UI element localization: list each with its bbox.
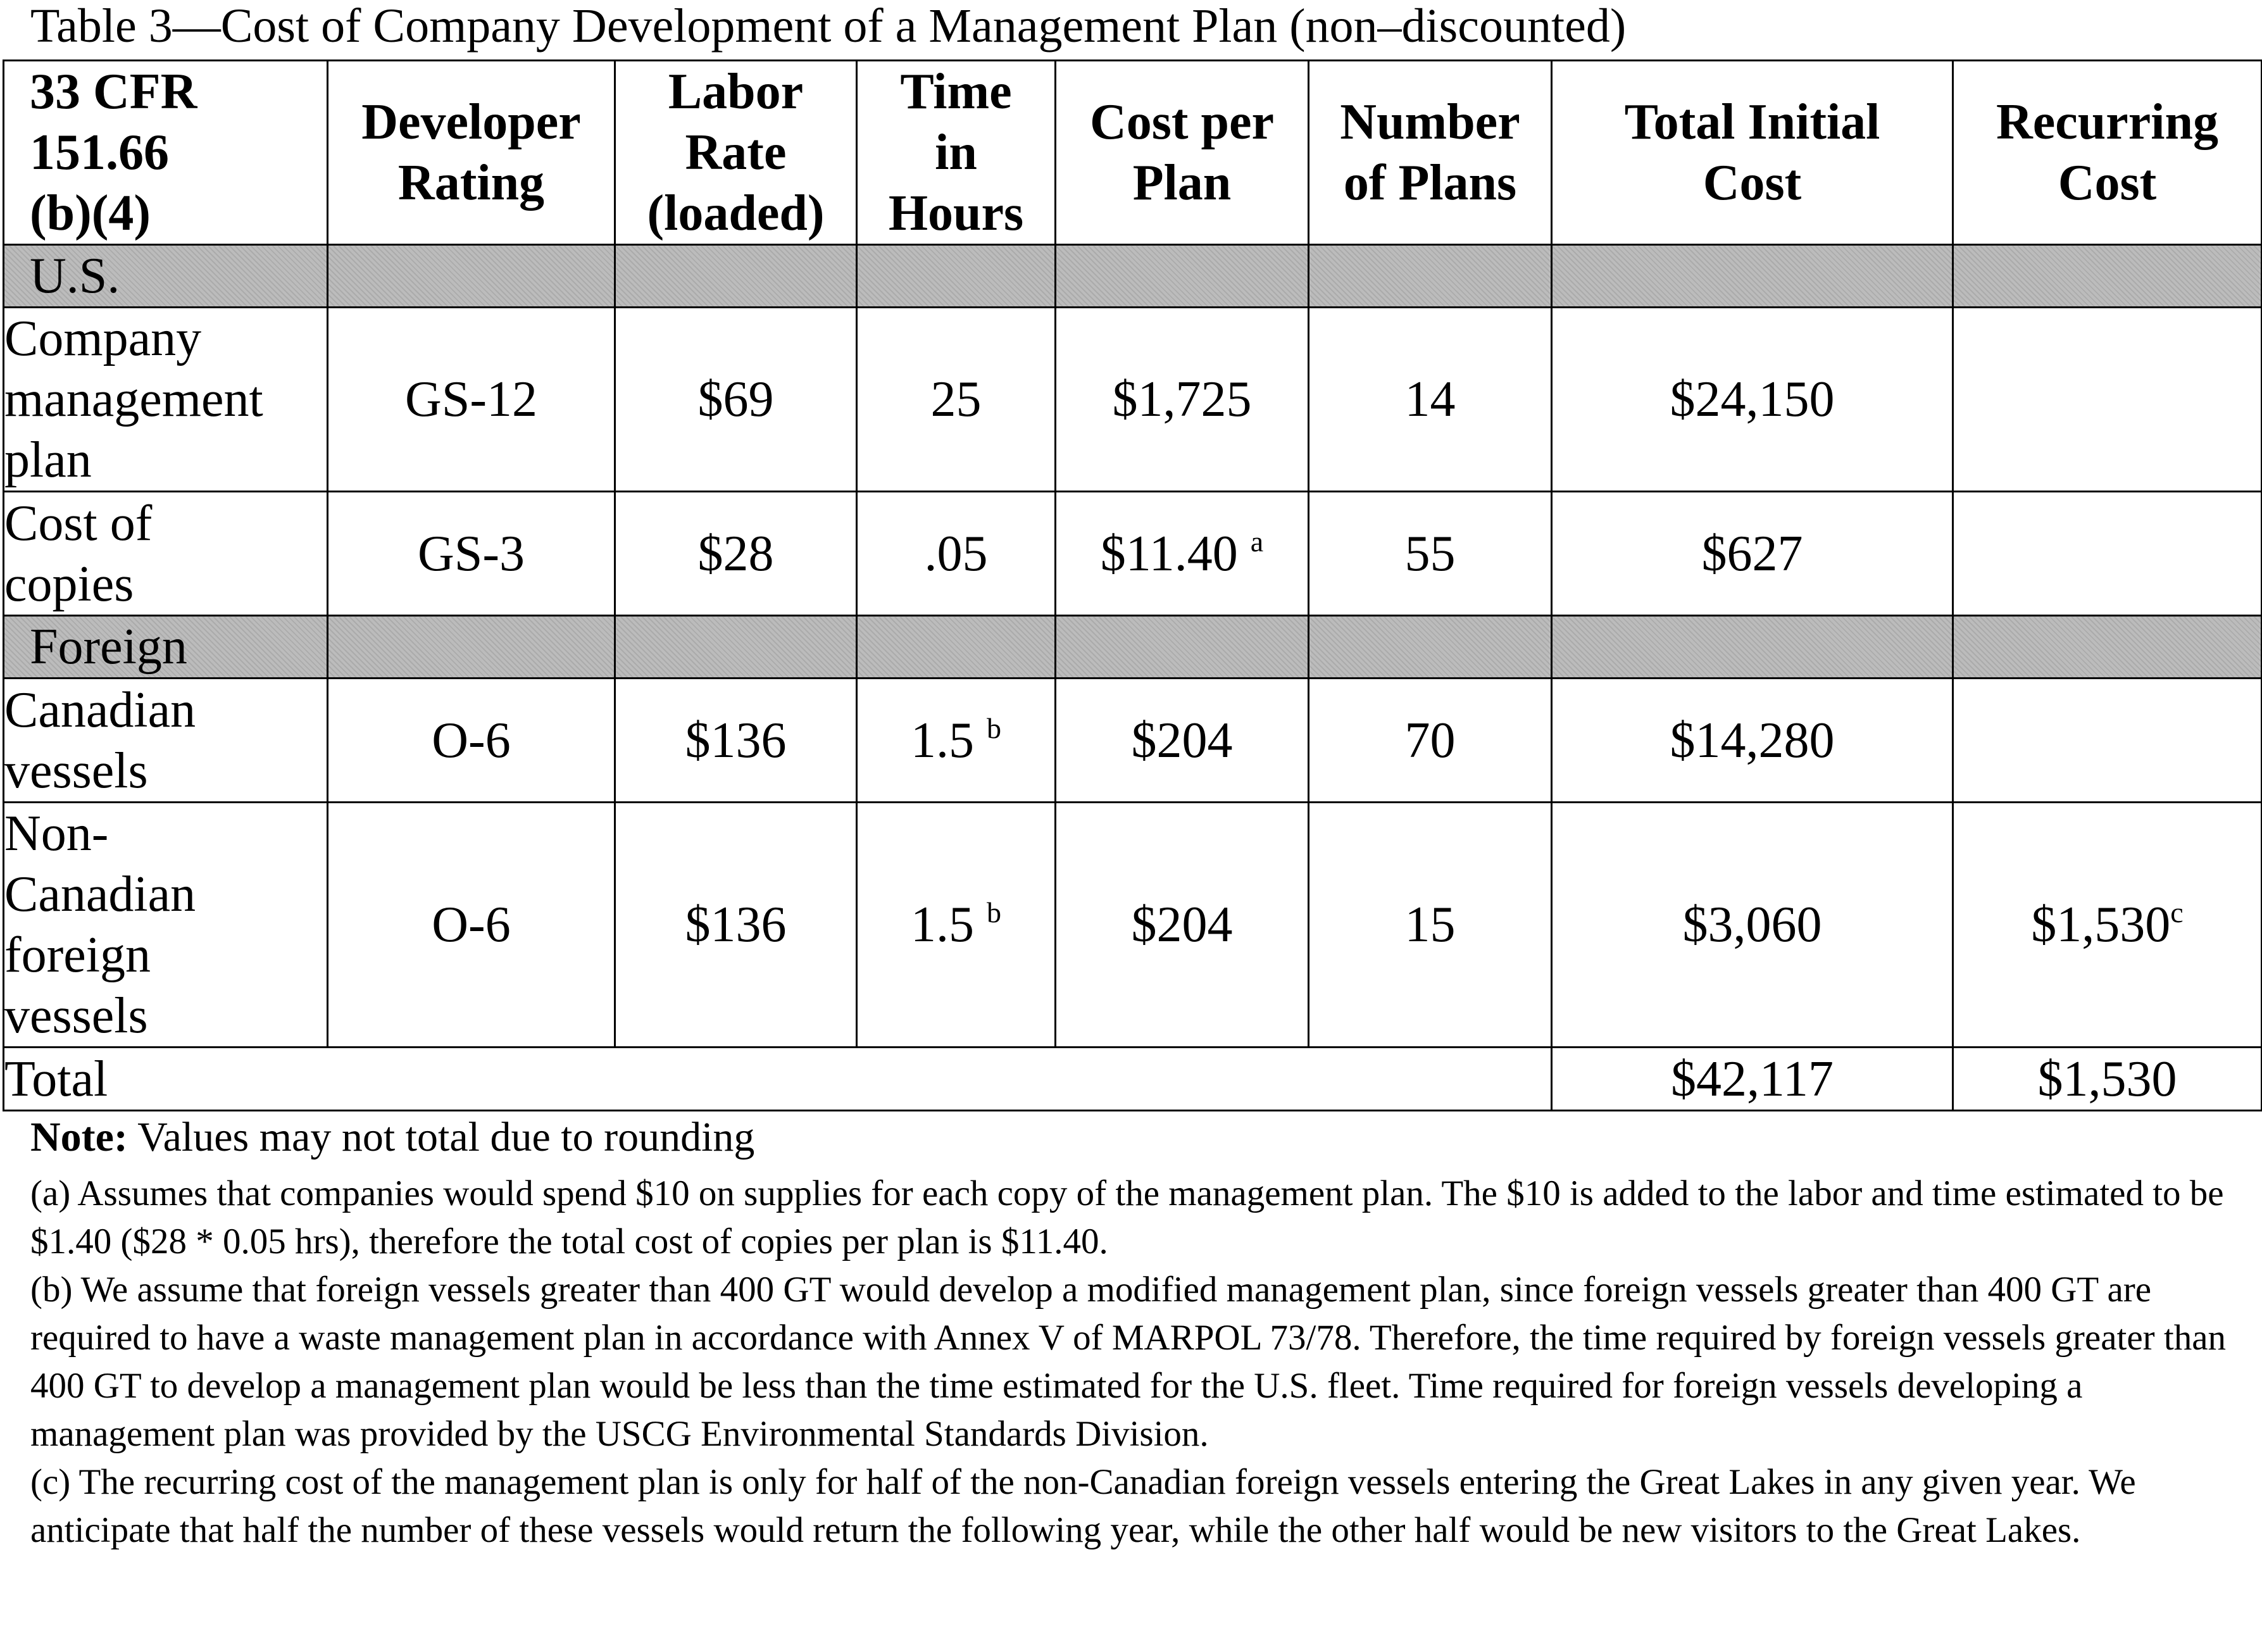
header-developer-rating (328, 61, 615, 245)
section-cell (1953, 245, 2262, 308)
developer-rating-cell: O-6 (328, 679, 615, 803)
header-line: of Plans (1343, 155, 1517, 211)
total-initial-cost-cell: $24,150 (1552, 308, 1953, 492)
row-label-line: plan (4, 432, 92, 488)
total-label: Total (4, 1048, 1552, 1111)
header-line: Cost (1703, 155, 1802, 211)
note-text: Values may not total due to rounding (127, 1114, 755, 1160)
section-row-foreign (4, 616, 2262, 679)
row-label (4, 308, 328, 492)
header-line: Recurring (1996, 94, 2218, 150)
section-cell (1056, 245, 1309, 308)
note-label: Note: (30, 1114, 128, 1160)
table-row (4, 308, 2262, 492)
cost-value: $204 (1131, 897, 1233, 953)
rounding-note (30, 1113, 2246, 1162)
header-labor-rate (615, 61, 857, 245)
number-of-plans-cell: 55 (1309, 492, 1552, 616)
row-label-line: Company (4, 311, 202, 366)
header-time-hours (857, 61, 1056, 245)
cost-per-plan-cell (1056, 492, 1309, 616)
section-cell (1309, 245, 1552, 308)
footnote-marker: c (2170, 896, 2184, 929)
header-line: Cost per (1089, 94, 1275, 150)
footnote-marker: b (987, 711, 1001, 744)
section-cell (1552, 616, 1953, 679)
cost-table (3, 59, 2262, 1111)
section-cell (857, 245, 1056, 308)
total-initial-cost-cell: $3,060 (1552, 803, 1953, 1048)
time-hours-cell (857, 679, 1056, 803)
row-label-line: management (4, 372, 263, 427)
header-total-initial-cost (1552, 61, 1953, 245)
table-row (4, 679, 2262, 803)
footnote-marker: b (987, 896, 1001, 929)
row-label-line: Canadian (4, 867, 196, 922)
row-label (4, 492, 328, 616)
recurring-cost-cell (1953, 803, 2262, 1048)
row-label-line: vessels (4, 988, 148, 1044)
recurring-cost-cell (1953, 679, 2262, 803)
table-title: Table 3—Cost of Company Development of a Management Plan (non–discounted) (30, 0, 1627, 53)
row-label (4, 803, 328, 1048)
header-line: Total Initial (1624, 94, 1880, 150)
row-label (4, 679, 328, 803)
row-label-line: Cost of (4, 495, 153, 551)
header-recurring-cost (1953, 61, 2262, 245)
time-value: 1.5 (911, 712, 974, 768)
time-value: .05 (924, 525, 988, 582)
header-cfr-line: (b)(4) (30, 185, 151, 241)
section-cell (615, 245, 857, 308)
grand-total-initial-cost: $42,117 (1552, 1048, 1953, 1111)
footnote-marker: a (1250, 525, 1264, 558)
header-line: Cost (2058, 155, 2157, 211)
recurring-cost-cell (1953, 492, 2262, 616)
header-number-of-plans (1309, 61, 1552, 245)
time-hours-cell (857, 492, 1056, 616)
header-line: in (935, 125, 977, 180)
header-cost-per-plan (1056, 61, 1309, 245)
labor-rate-cell: $136 (615, 679, 857, 803)
number-of-plans-cell: 70 (1309, 679, 1552, 803)
section-cell (1552, 245, 1953, 308)
cost-per-plan-cell (1056, 679, 1309, 803)
recurring-value: $1,530 (2031, 897, 2171, 953)
row-label-line: copies (4, 556, 134, 612)
header-cfr (4, 61, 328, 245)
labor-rate-cell: $28 (615, 492, 857, 616)
section-label: U.S. (4, 245, 328, 308)
labor-rate-cell: $136 (615, 803, 857, 1048)
row-label-line: Canadian (4, 682, 196, 738)
number-of-plans-cell: 15 (1309, 803, 1552, 1048)
header-row (4, 61, 2262, 245)
notes-section (30, 1113, 2246, 1555)
header-line: Hours (888, 185, 1024, 241)
table-row (4, 492, 2262, 616)
labor-rate-cell: $69 (615, 308, 857, 492)
row-label-line: Non- (4, 806, 109, 861)
header-line: Number (1340, 94, 1520, 150)
section-cell (328, 245, 615, 308)
table-row (4, 803, 2262, 1048)
section-cell (1309, 616, 1552, 679)
header-line: Plan (1132, 155, 1232, 211)
number-of-plans-cell: 14 (1309, 308, 1552, 492)
cost-value: $1,725 (1112, 372, 1252, 427)
header-line: (loaded) (647, 185, 825, 241)
total-initial-cost-cell: $14,280 (1552, 679, 1953, 803)
section-label: Foreign (4, 616, 328, 679)
time-hours-cell (857, 803, 1056, 1048)
cost-value: $204 (1131, 712, 1233, 768)
row-label-line: vessels (4, 742, 148, 799)
header-line: Rating (397, 155, 545, 211)
header-line: Labor (668, 64, 804, 120)
row-label-line: foreign (4, 927, 151, 983)
developer-rating-cell: GS-12 (328, 308, 615, 492)
header-cfr-line: 33 CFR (30, 64, 197, 120)
total-row (4, 1048, 2262, 1111)
section-cell (328, 616, 615, 679)
cost-per-plan-cell (1056, 308, 1309, 492)
developer-rating-cell: GS-3 (328, 492, 615, 616)
total-initial-cost-cell: $627 (1552, 492, 1953, 616)
section-cell (1056, 616, 1309, 679)
time-value: 1.5 (911, 897, 974, 953)
cost-per-plan-cell (1056, 803, 1309, 1048)
section-cell (857, 616, 1056, 679)
section-cell (615, 616, 857, 679)
header-line: Developer (361, 94, 581, 150)
header-line: Rate (685, 125, 787, 180)
section-row-us (4, 245, 2262, 308)
footnote-c: (c) The recurring cost of the management plan is only for half of the non-Canadian foreign vessels entering the Great Lakes in any given year. We anticipate that half the number of these vessels would return the following year, while the other half would be new visitors to the Great Lakes. (30, 1462, 2136, 1550)
recurring-cost-cell (1953, 308, 2262, 492)
time-value: 25 (930, 372, 982, 427)
header-cfr-line: 151.66 (30, 125, 169, 180)
footnote-a: (a) Assumes that companies would spend $10 on supplies for each copy of the management plan. The $10 is added to the labor and time estimated to be $1.40 ($28 * 0.05 hrs), therefore the total cost of copies per plan is $11.40. (30, 1173, 2224, 1261)
header-line: Time (900, 64, 1012, 120)
cost-value: $11.40 (1100, 525, 1238, 582)
grand-total-recurring-cost: $1,530 (1953, 1048, 2262, 1111)
time-hours-cell (857, 308, 1056, 492)
section-cell (1953, 616, 2262, 679)
developer-rating-cell: O-6 (328, 803, 615, 1048)
footnote-b: (b) We assume that foreign vessels greater than 400 GT would develop a modified management plan, since foreign vessels greater than 400 GT are required to have a waste management plan in accordance with Annex V of MARPOL 73/78. Therefore, the time required by foreign vessels greater than 400 GT to develop a management plan would be less than the time estimated for the U.S. fleet. Time required for foreign vessels developing a management plan was provided by the USCG Environmental Standards Division. (30, 1270, 2227, 1454)
